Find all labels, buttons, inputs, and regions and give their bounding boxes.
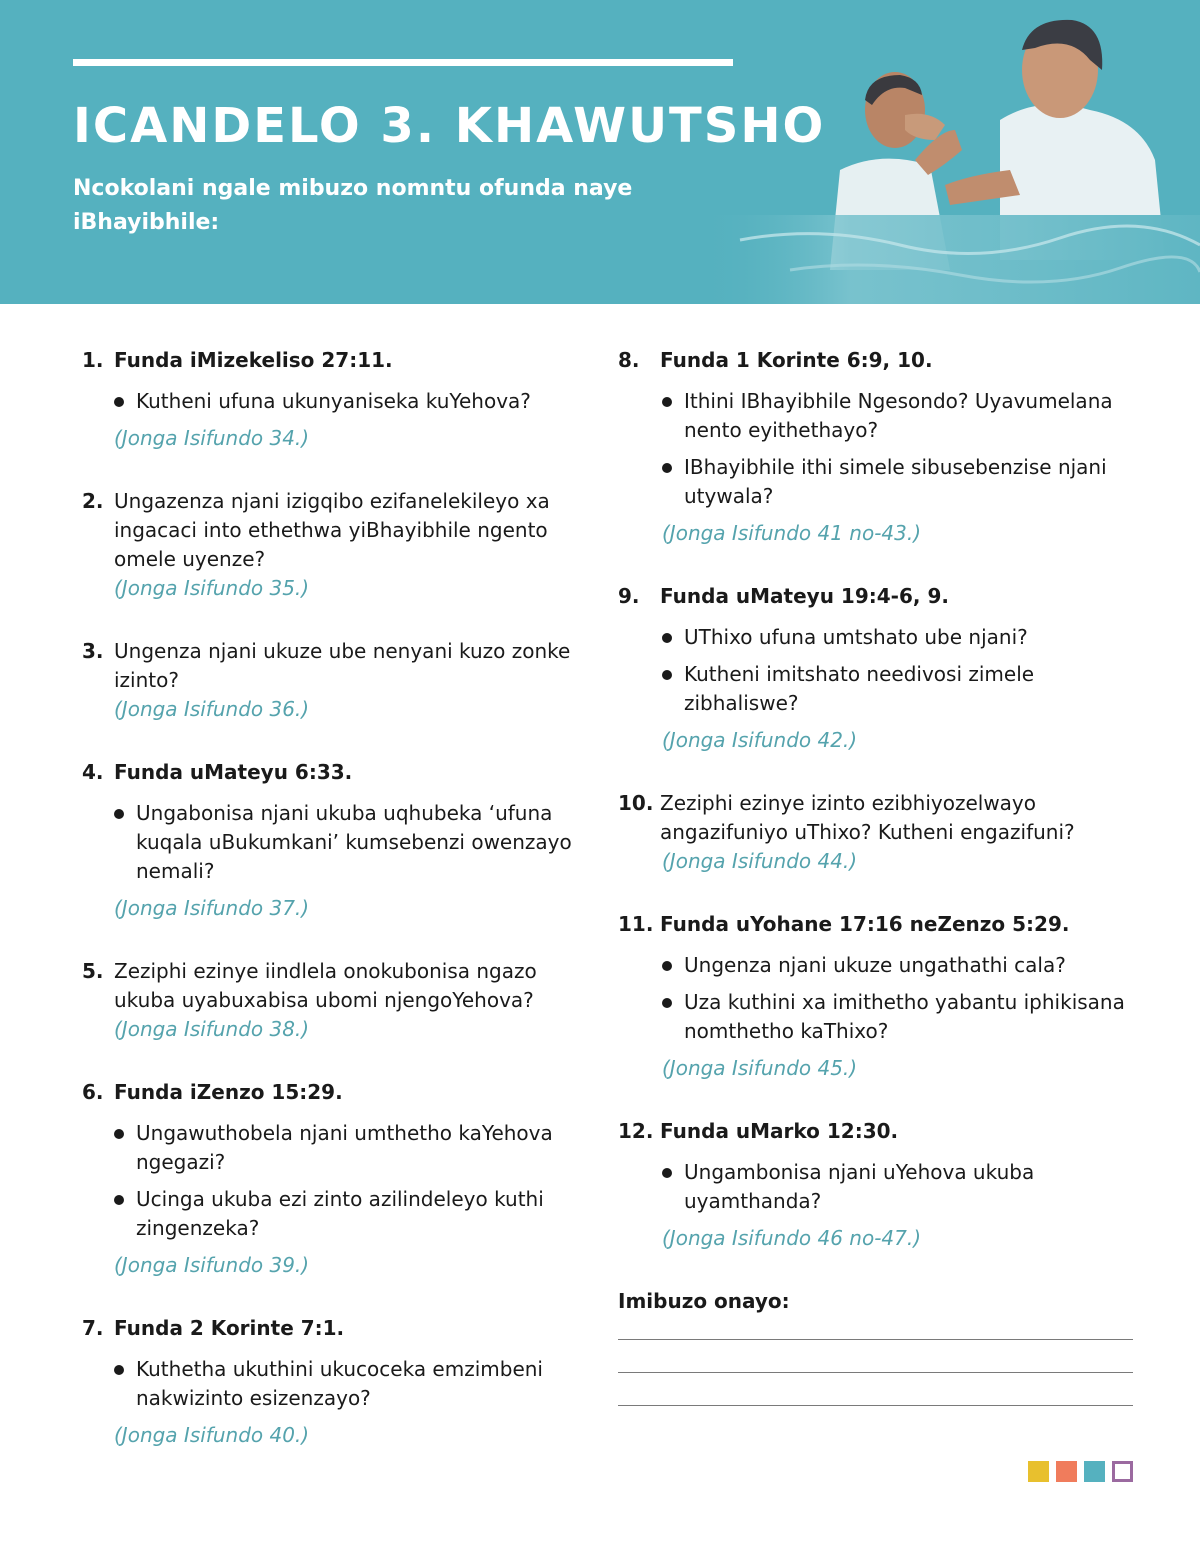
question-text: Funda uMateyu 19:4-6, 9. [660, 584, 949, 608]
question-number: 4. [82, 760, 104, 784]
bullet-dot-icon [114, 1195, 124, 1205]
bullet-item [662, 453, 1138, 511]
question-item [82, 758, 592, 923]
question-number: 2. [82, 489, 104, 513]
question-number: 8. [618, 348, 640, 372]
bullet-dot-icon [662, 397, 672, 407]
bullet-item [114, 387, 592, 416]
page-subtitle: Ncokolani ngale mibuzo nomntu ofunda naye iBhayibhile: [73, 176, 633, 235]
bullet-dot-icon [662, 998, 672, 1008]
question-text: Funda iZenzo 15:29. [114, 1080, 343, 1104]
question-number: 7. [82, 1316, 104, 1340]
swatch-teal [1084, 1461, 1105, 1482]
question-item [618, 582, 1138, 755]
bullet-dot-icon [114, 809, 124, 819]
bullet-item [662, 387, 1138, 445]
question-text: Funda 2 Korinte 7:1. [114, 1316, 345, 1340]
bullet-list [662, 623, 1138, 718]
header-rule [73, 59, 733, 66]
bullet-item [114, 799, 592, 886]
question-text: Funda 1 Korinte 6:9, 10. [660, 348, 933, 372]
question-heading [618, 1117, 1138, 1146]
question-number: 11. [618, 912, 654, 936]
lesson-reference: (Jonga Isifundo 44.) [662, 849, 858, 873]
lesson-reference: (Jonga Isifundo 41 no-43.) [662, 521, 922, 545]
question-text: Funda uMarko 12:30. [660, 1119, 899, 1143]
question-number: 5. [82, 959, 104, 983]
swatch-orange [1056, 1461, 1077, 1482]
question-item [82, 1078, 592, 1280]
question-heading [82, 758, 592, 787]
bullet-list [662, 387, 1138, 511]
bullet-text: Ungenza njani ukuze ungathathi cala? [684, 953, 1066, 977]
bullet-text: Ungabonisa njani ukuba uqhubeka ‘ufuna kuqala uBukumkani’ kumsebenzi owenzayo nemali? [136, 801, 572, 883]
bullet-item [114, 1119, 592, 1177]
bullet-text: Ungawuthobela njani umthetho kaYehova ngegazi? [136, 1121, 553, 1174]
lesson-reference: (Jonga Isifundo 35.) [114, 576, 310, 600]
bullet-dot-icon [662, 463, 672, 473]
question-item [618, 1117, 1138, 1253]
question-heading [618, 582, 1138, 611]
swatch-purple-outline [1112, 1461, 1133, 1482]
write-in-line[interactable] [618, 1405, 1133, 1406]
question-item [82, 957, 592, 1044]
swatch-yellow [1028, 1461, 1049, 1482]
question-number: 12. [618, 1119, 654, 1143]
lesson-reference: (Jonga Isifundo 38.) [114, 1017, 310, 1041]
notes-label: Imibuzo onayo: [618, 1289, 790, 1313]
bullet-text: Ithini IBhayibhile Ngesondo? Uyavumelana nento eyithethayo? [684, 389, 1113, 442]
lesson-reference: (Jonga Isifundo 39.) [114, 1253, 310, 1277]
bullet-text: Ucinga ukuba ezi zinto azilindeleyo kuthi zingenzeka? [136, 1187, 544, 1240]
bullet-dot-icon [662, 633, 672, 643]
question-text: Zeziphi ezinye izinto ezibhiyozelwayo angazifuniyo uThixo? Kutheni engazifuni? [660, 791, 1075, 844]
notes-section [618, 1287, 1138, 1406]
question-item [618, 910, 1138, 1083]
question-text: Ungenza njani ukuze ube nenyani kuzo zonke izinto? [114, 639, 571, 692]
bullet-item [662, 988, 1138, 1046]
lesson-reference: (Jonga Isifundo 34.) [114, 426, 310, 450]
color-swatches [1028, 1461, 1133, 1482]
question-text: Ungazenza njani izigqibo ezifanelekileyo xa ingacaci into ethethwa yiBhayibhile ngento omele uyenze? [114, 489, 550, 571]
bullet-item [662, 1158, 1138, 1216]
question-heading [618, 346, 1138, 375]
question-item [82, 487, 592, 603]
question-text: Zeziphi ezinye iindlela onokubonisa ngazo ukuba uyabuxabisa ubomi njengoYehova? [114, 959, 537, 1012]
bullet-text: Kutheni imitshato needivosi zimele zibhaliswe? [684, 662, 1035, 715]
question-heading [82, 1314, 592, 1343]
bullet-text: Ungambonisa njani uYehova ukuba uyamthanda? [684, 1160, 1035, 1213]
lesson-reference: (Jonga Isifundo 37.) [114, 896, 310, 920]
question-heading [618, 789, 1138, 847]
bullet-list [114, 387, 592, 416]
bullet-text: Uza kuthini xa imithetho yabantu iphikisana nomthetho kaThixo? [684, 990, 1125, 1043]
question-item [82, 1314, 592, 1450]
question-number: 1. [82, 348, 104, 372]
question-heading [82, 957, 592, 1015]
write-in-line[interactable] [618, 1372, 1133, 1373]
question-heading [82, 1078, 592, 1107]
question-item [82, 346, 592, 453]
bullet-dot-icon [114, 1129, 124, 1139]
page-title: ICANDELO 3. KHAWUTSHO [73, 98, 826, 154]
question-heading [82, 487, 592, 574]
bullet-list [662, 1158, 1138, 1216]
question-text: Funda uYohane 17:16 neZenzo 5:29. [660, 912, 1070, 936]
bullet-item [662, 660, 1138, 718]
bullet-dot-icon [662, 1168, 672, 1178]
question-number: 9. [618, 584, 640, 608]
question-item [618, 789, 1138, 876]
bullet-item [662, 951, 1138, 980]
write-in-line[interactable] [618, 1339, 1133, 1340]
question-text: Funda iMizekeliso 27:11. [114, 348, 393, 372]
baptism-illustration [700, 0, 1200, 304]
bullet-list [114, 799, 592, 886]
questions-left-column [82, 346, 592, 1484]
bullet-item [662, 623, 1138, 652]
lesson-reference: (Jonga Isifundo 46 no-47.) [662, 1226, 922, 1250]
question-heading [82, 637, 592, 695]
lesson-reference: (Jonga Isifundo 45.) [662, 1056, 858, 1080]
question-heading [82, 346, 592, 375]
bullet-item [114, 1185, 592, 1243]
bullet-item [114, 1355, 592, 1413]
question-number: 3. [82, 639, 104, 663]
question-text: Funda uMateyu 6:33. [114, 760, 353, 784]
bullet-text: UThixo ufuna umtshato ube njani? [684, 625, 1028, 649]
lesson-reference: (Jonga Isifundo 36.) [114, 697, 310, 721]
lesson-reference: (Jonga Isifundo 40.) [114, 1423, 310, 1447]
questions-right-column [618, 346, 1138, 1406]
bullet-text: IBhayibhile ithi simele sibusebenzise njani utywala? [684, 455, 1107, 508]
bullet-list [114, 1119, 592, 1243]
bullet-text: Kuthetha ukuthini ukucoceka emzimbeni nakwizinto esizenzayo? [136, 1357, 543, 1410]
question-number: 6. [82, 1080, 104, 1104]
bullet-list [114, 1355, 592, 1413]
question-item [618, 346, 1138, 548]
bullet-dot-icon [114, 1365, 124, 1375]
bullet-list [662, 951, 1138, 1046]
question-number: 10. [618, 791, 654, 815]
lesson-reference: (Jonga Isifundo 42.) [662, 728, 858, 752]
question-item [82, 637, 592, 724]
question-heading [618, 910, 1138, 939]
bullet-dot-icon [662, 961, 672, 971]
bullet-dot-icon [662, 670, 672, 680]
bullet-text: Kutheni ufuna ukunyaniseka kuYehova? [136, 389, 531, 413]
header-banner [0, 0, 1200, 304]
bullet-dot-icon [114, 397, 124, 407]
